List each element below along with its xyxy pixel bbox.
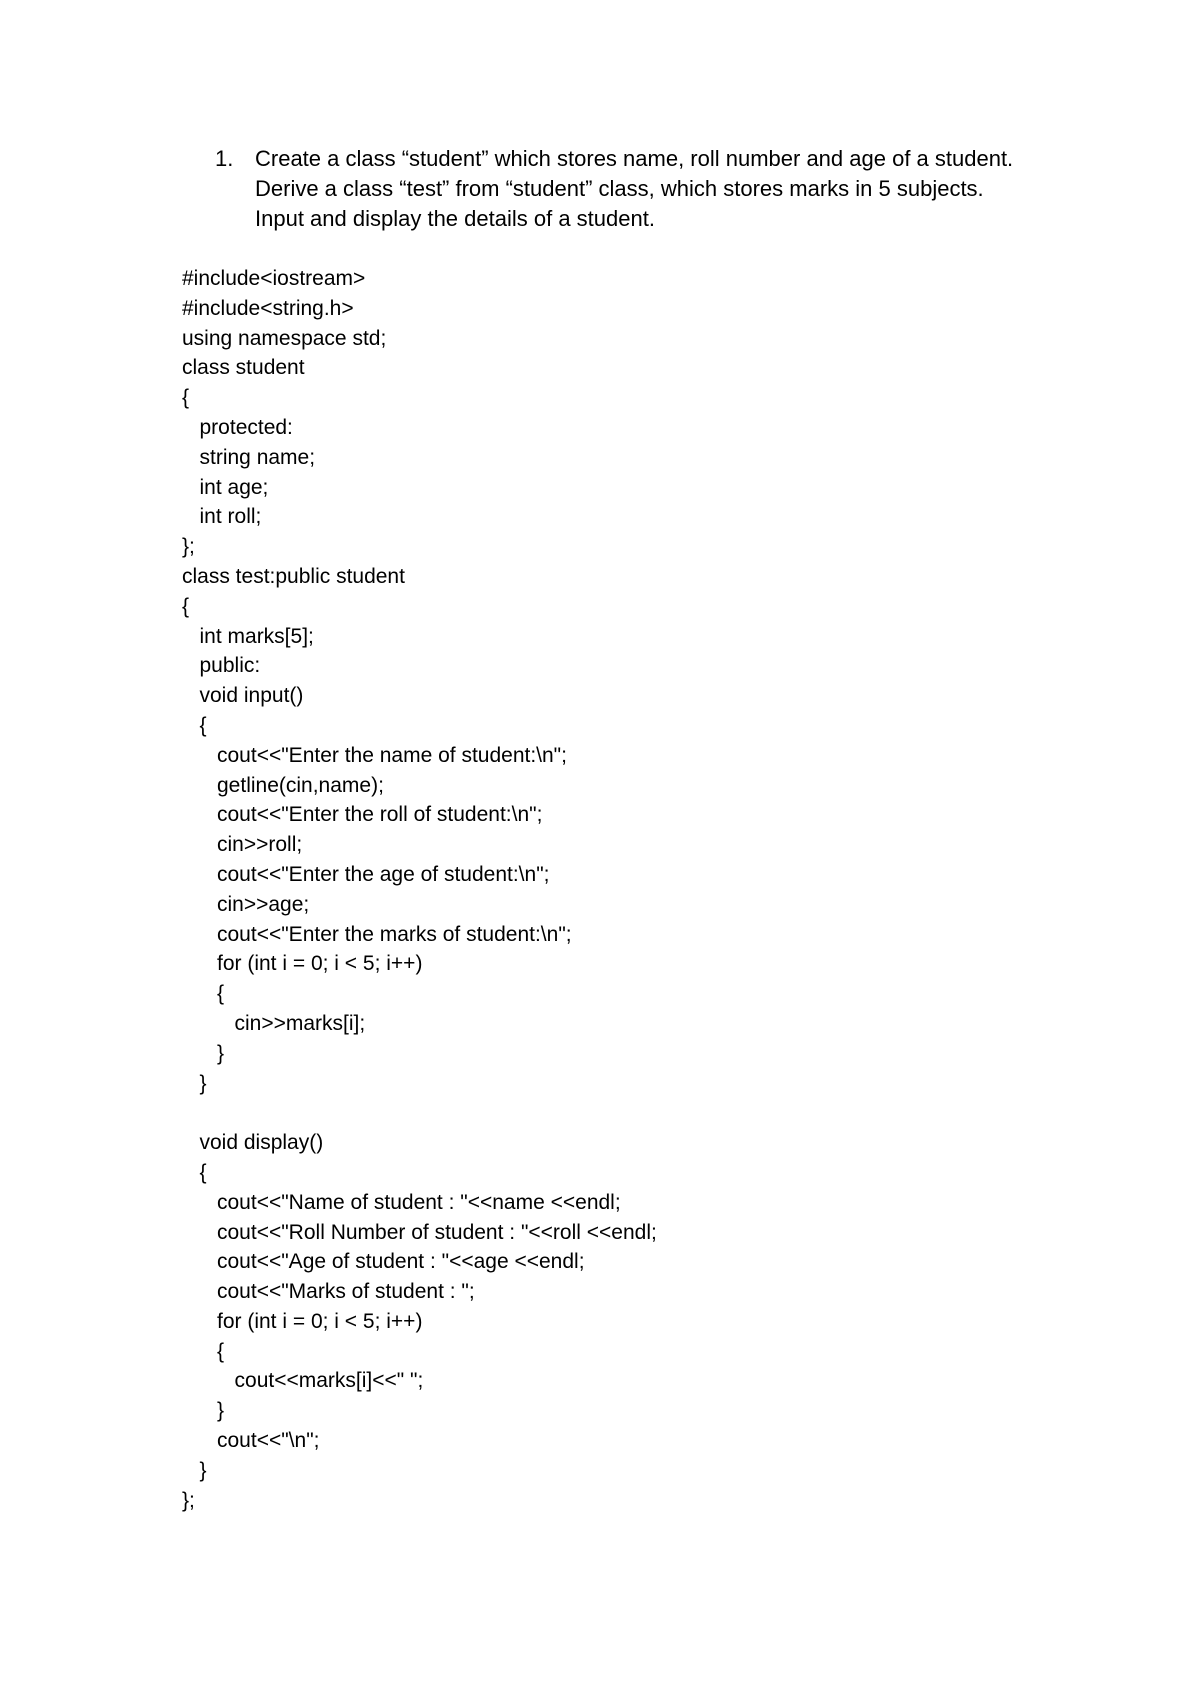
- code-line: cout<<"Enter the roll of student:\n";: [182, 803, 543, 827]
- question-line: Input and display the details of a student.: [255, 206, 655, 231]
- code-line: protected:: [182, 415, 293, 439]
- question-number: 1.: [215, 146, 234, 171]
- code-line: string name;: [182, 445, 316, 469]
- question-line: Create a class “student” which stores name, roll number and age of a student.: [255, 146, 1014, 171]
- code-line: cout<<"Enter the age of student:\n";: [182, 862, 550, 886]
- code-line: [182, 1098, 1082, 1128]
- code-line: {: [182, 594, 190, 618]
- code-line: #include<string.h>: [182, 296, 354, 320]
- code-line: {: [182, 713, 207, 737]
- code-line: cin>>marks[i];: [182, 1011, 366, 1035]
- question-text: [255, 144, 1115, 234]
- code-line: cout<<"Name of student : "<<name <<endl;: [182, 1190, 621, 1214]
- code-line: cin>>roll;: [182, 833, 303, 857]
- code-line: void input(): [182, 684, 304, 708]
- code-line: cout<<"Enter the marks of student:\n";: [182, 922, 572, 946]
- code-line: {: [182, 1339, 225, 1363]
- code-line: cout<<"\n";: [182, 1429, 320, 1453]
- code-line: public:: [182, 654, 261, 678]
- code-line: #include<iostream>: [182, 267, 366, 290]
- code-line: int marks[5];: [182, 624, 314, 648]
- code-line: }: [182, 1071, 207, 1095]
- code-line: };: [182, 535, 195, 559]
- code-line: }: [182, 1399, 225, 1423]
- code-line: void display(): [182, 1131, 324, 1155]
- code-line: cout<<marks[i]<<" ";: [182, 1369, 424, 1393]
- code-line: for (int i = 0; i < 5; i++): [182, 952, 423, 976]
- question-block: [215, 144, 1115, 234]
- code-line: cout<<"Roll Number of student : "<<roll <<endl;: [182, 1220, 657, 1244]
- code-line: class test:public student: [182, 564, 405, 588]
- code-line: int age;: [182, 475, 269, 499]
- code-line: }: [182, 1041, 225, 1065]
- code-line: {: [182, 1160, 207, 1184]
- code-line: getline(cin,name);: [182, 773, 384, 797]
- code-line: };: [182, 1488, 195, 1512]
- code-line: cin>>age;: [182, 892, 310, 916]
- code-line: }: [182, 1458, 207, 1482]
- code-line: {: [182, 982, 225, 1006]
- code-line: cout<<"Enter the name of student:\n";: [182, 743, 567, 767]
- question-line: Derive a class “test” from “student” class, which stores marks in 5 subjects.: [255, 176, 984, 201]
- code-line: using namespace std;: [182, 326, 387, 350]
- code-line: cout<<"Age of student : "<<age <<endl;: [182, 1250, 585, 1274]
- code-listing: [182, 264, 1082, 1515]
- code-line: {: [182, 386, 190, 410]
- code-line: for (int i = 0; i < 5; i++): [182, 1309, 423, 1333]
- code-line: cout<<"Marks of student : ";: [182, 1280, 475, 1304]
- code-line: class student: [182, 356, 305, 380]
- code-line: int roll;: [182, 505, 262, 529]
